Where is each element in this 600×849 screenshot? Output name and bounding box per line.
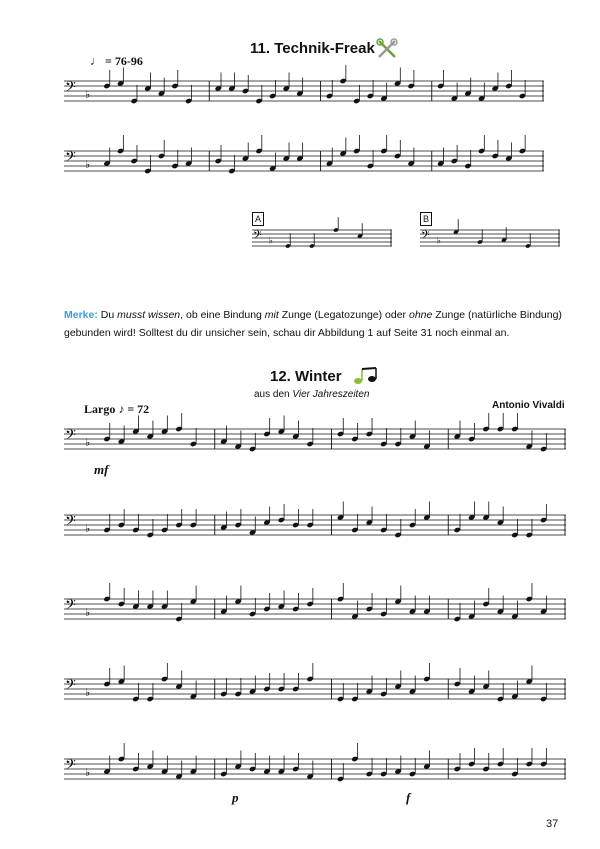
svg-text:♭: ♭ (85, 158, 91, 171)
note-emphasis-3: ohne (408, 309, 433, 321)
svg-text:♭: ♭ (85, 606, 91, 619)
variant-b-label: B (420, 212, 432, 226)
bass-clef-icon: 𝄢 (65, 757, 76, 777)
piece-12-subtitle (254, 389, 369, 400)
note-text-3: Zunge (Legatozunge) oder (278, 309, 409, 321)
staff-12-line-2 (64, 510, 566, 540)
note-text-1: Du (97, 309, 118, 321)
merke-note (64, 306, 564, 342)
piece-11-title (250, 40, 375, 57)
bass-clef-icon: 𝄢 (65, 597, 76, 617)
bass-clef-icon: 𝄢 (65, 149, 76, 169)
svg-text:♭: ♭ (85, 522, 91, 535)
dynamic-f: f (406, 790, 411, 805)
music-notes-icon (352, 366, 380, 386)
staff-11-line-1 (64, 76, 544, 106)
subtitle-work: Vier Jahreszeiten (292, 389, 370, 400)
subtitle-prefix: aus den (254, 389, 293, 400)
svg-text:♭: ♭ (268, 236, 273, 247)
bass-clef-icon: 𝄢 (65, 513, 76, 533)
merke-label: Merke: (64, 309, 98, 321)
note-text-2: , ob eine Bindung (180, 309, 265, 321)
staff-11-line-2 (64, 146, 544, 176)
staff-12-line-5 (64, 754, 566, 784)
svg-text:♭: ♭ (85, 436, 91, 449)
piece-11-tempo (90, 54, 143, 69)
bass-clef-icon: 𝄢 (253, 228, 262, 245)
eighth-note-icon: ♪ (118, 402, 125, 416)
staff-12-line-1 (64, 424, 566, 454)
staff-variant-a (252, 226, 392, 250)
note-emphasis-1: musst wissen (117, 309, 181, 321)
piece-11-tempo-value: = 76-96 (105, 54, 143, 68)
tools-icon (376, 38, 398, 60)
svg-text:♭: ♭ (85, 88, 91, 101)
variant-a-label: A (252, 212, 264, 226)
tempo-word: Largo (84, 402, 116, 416)
bass-clef-icon: 𝄢 (65, 677, 76, 697)
bass-clef-icon: 𝄢 (65, 427, 76, 447)
piece-12-title (270, 368, 342, 385)
note-emphasis-2: mit (264, 309, 279, 321)
staff-12-line-3 (64, 594, 566, 624)
composer: Antonio Vivaldi (492, 400, 565, 411)
svg-text:♭: ♭ (85, 766, 91, 779)
dynamic-mf: mf (94, 462, 109, 477)
piece-12-tempo-value: = 72 (127, 402, 150, 416)
note-text-4: Zunge (natürliche Bindung) gebunden wird! Solltest du dir unsicher sein, schau dir Abbildung 1 auf Seite 31 noch einmal an. (64, 309, 562, 339)
quarter-note-icon: ♩ (90, 54, 102, 68)
staff-12-line-4 (64, 674, 566, 704)
svg-text:♭: ♭ (85, 686, 91, 699)
staff-variant-b (420, 226, 560, 250)
bass-clef-icon: 𝄢 (65, 79, 76, 99)
svg-text:♭: ♭ (436, 236, 441, 247)
page-number: 37 (546, 818, 559, 830)
bass-clef-icon: 𝄢 (421, 228, 430, 245)
dynamic-p: p (232, 790, 239, 805)
piece-12-title-text: 12. Winter (270, 368, 342, 385)
piece-11-title-text: 11. Technik-Freak (250, 40, 375, 57)
piece-12-tempo (84, 402, 149, 417)
